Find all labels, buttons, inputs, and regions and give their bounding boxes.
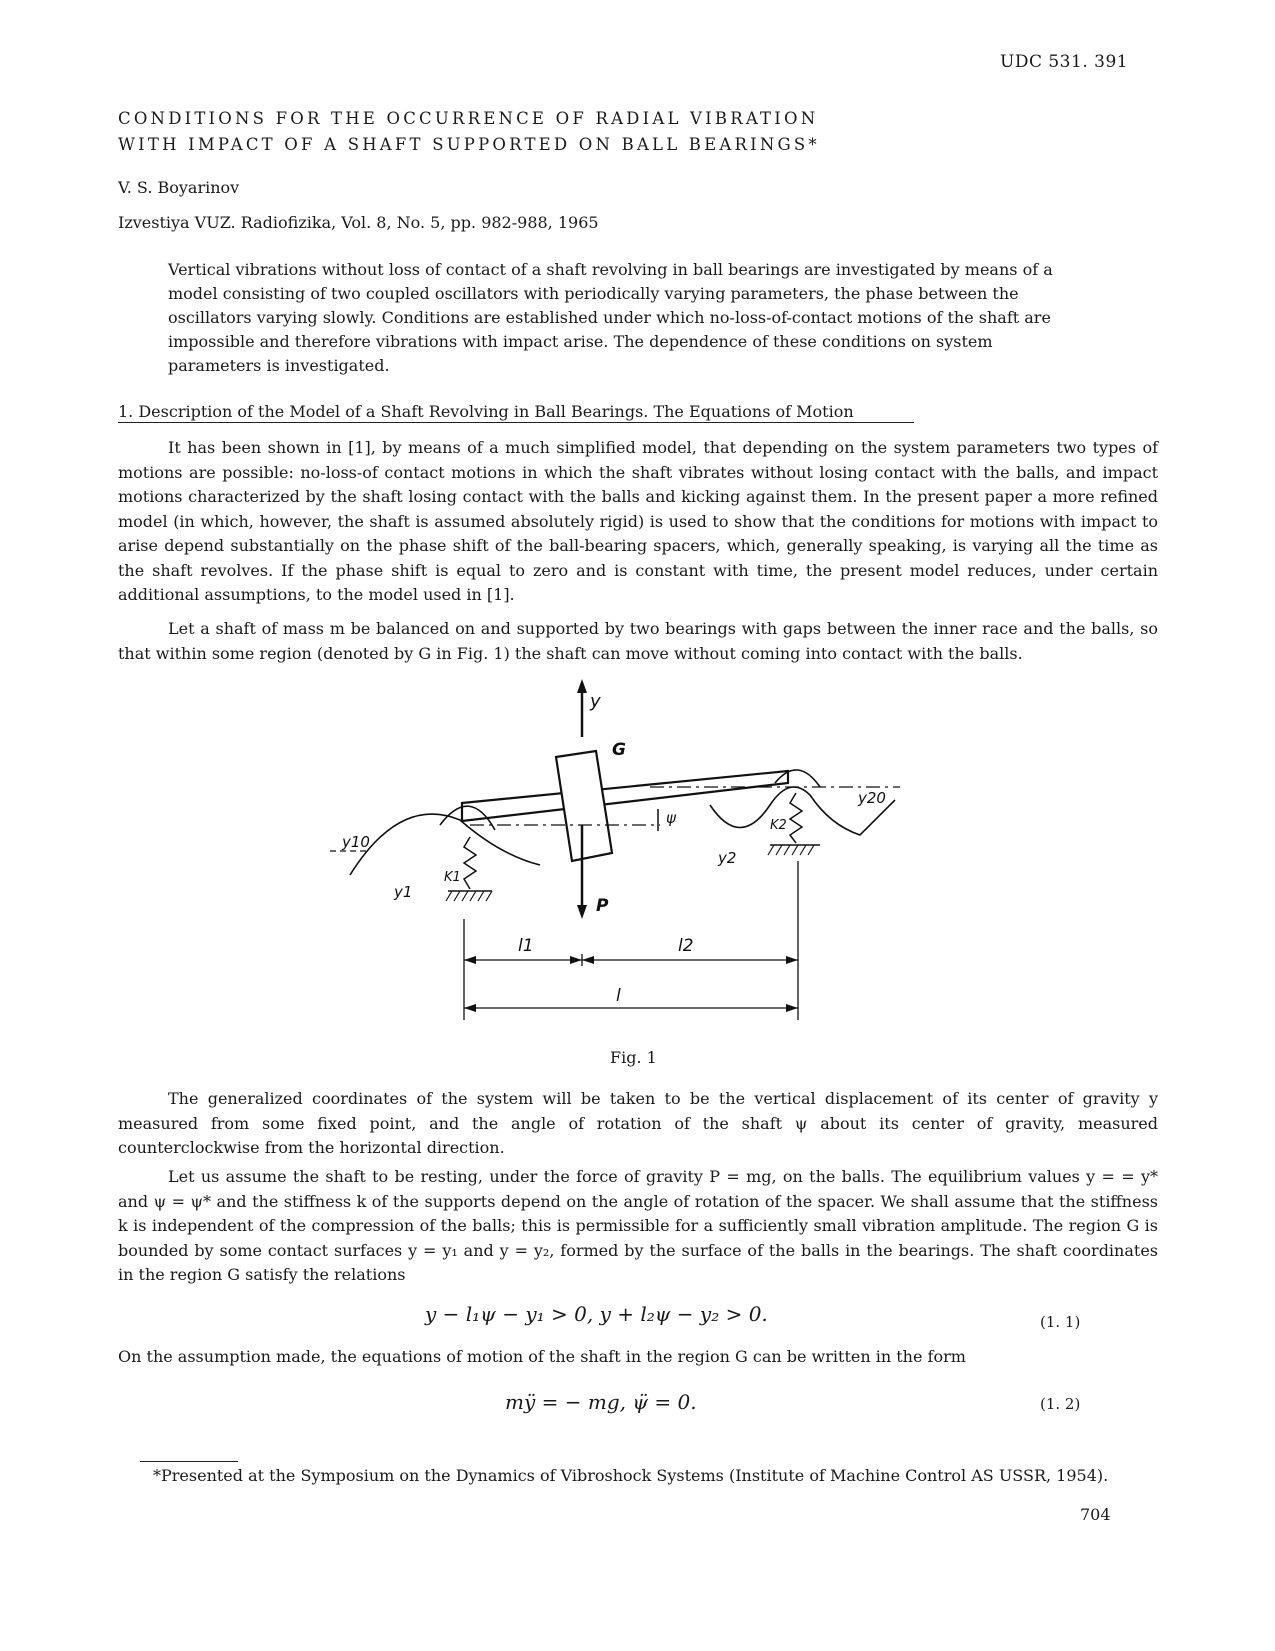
mass-block [556, 751, 612, 861]
label-k2: K2 [770, 818, 787, 833]
title-line-1: CONDITIONS FOR THE OCCURRENCE OF RADIAL VIBRATION [118, 109, 819, 128]
arrow-l2-right [786, 956, 798, 964]
journal-citation: Izvestiya VUZ. Radiofizika, Vol. 8, No. 5, pp. 982-988, 1965 [118, 213, 599, 232]
shaft [462, 771, 788, 821]
abstract: Vertical vibrations without loss of contact of a shaft revolving in ball bearings are investigated by means of a model consisting of two coupled oscillators with periodically varying parameters, the phase between the oscillators varying slowly. Conditions are established under which no-loss-of-contact motions of the shaft are impossible and therefore vibrations with impact arise. The dependence of these conditions on system parameters is investigated. [168, 260, 1053, 375]
left-ground-hatch [446, 891, 492, 901]
left-spring [464, 837, 476, 889]
label-y10: y10 [342, 833, 370, 851]
figure-1-diagram [320, 675, 920, 1035]
section-heading: 1. Description of the Model of a Shaft Revolving in Ball Bearings. The Equations of Motion [118, 402, 914, 423]
arrow-l1-left [464, 956, 476, 964]
arrow-l-left [464, 1004, 476, 1012]
equation-1-2: mÿ = − mg, ψ̈ = 0. [505, 1390, 697, 1414]
label-y1: y1 [394, 883, 413, 901]
p-arrowhead [577, 905, 587, 919]
arrow-l-right [786, 1004, 798, 1012]
footnote-rule [140, 1461, 238, 1462]
paper-title [118, 106, 820, 158]
page-number: 704 [1080, 1505, 1111, 1524]
label-l1: l1 [518, 936, 534, 956]
y-arrowhead [577, 679, 587, 693]
label-l2: l2 [678, 936, 694, 956]
equation-number-1-1: (1. 1) [1040, 1313, 1081, 1331]
paragraph-4: Let us assume the shaft to be resting, under the force of gravity P = mg, on the balls. The equilibrium values y = = y* and ψ = ψ* and the stiffness k of the supports depend on the angle of rotation of the spacer. We shall assume that the stiffness k is independent of the compression of the balls; this is permissible for a sufficiently small vibration amplitude. The region G is bounded by some contact surfaces y = y₁ and y = y₂, formed by the surface of the balls in the bearings. The shaft coordinates in the region G satisfy the relations [118, 1167, 1158, 1284]
paragraph-2: Let a shaft of mass m be balanced on and supported by two bearings with gaps between the inner race and the balls, so that within some region (denoted by G in Fig. 1) the shaft can move without coming into contact with the balls. [118, 619, 1158, 663]
udc-code: UDC 531. 391 [1000, 52, 1129, 72]
right-ground-hatch [768, 845, 814, 855]
label-y2: y2 [718, 849, 737, 867]
left-ball-surface [350, 814, 540, 875]
label-psi: ψ [666, 809, 676, 827]
equation-number-1-2: (1. 2) [1040, 1395, 1081, 1413]
paragraph-1: It has been shown in [1], by means of a much simplified model, that depending on the system parameters two types of motions are possible: no-loss-of contact motions in which the shaft vibrates without losing contact with the balls, and impact motions characterized by the shaft losing contact with the balls and kicking against them. In the present paper a more refined model (in which, however, the shaft is assumed absolutely rigid) is used to show that the conditions for motions with impact to arise depend substantially on the phase shift of the ball-bearing spacers, which, generally speaking, is varying all the time as the shaft revolves. If the phase shift is equal to zero and is constant with time, the present model reduces, under certain additional assumptions, to the model used in [1]. [118, 438, 1158, 604]
paragraph-3: The generalized coordinates of the system will be taken to be the vertical displacement of its center of gravity y measured from some fixed point, and the angle of rotation of the shaft ψ about its center of gravity, measured counterclockwise from the horizontal direction. [118, 1089, 1158, 1157]
label-P: P [596, 896, 609, 916]
title-line-2: WITH IMPACT OF A SHAFT SUPPORTED ON BALL BEARINGS* [118, 135, 820, 154]
arrow-l2-left [582, 956, 594, 964]
label-l: l [616, 986, 621, 1006]
label-y: y [590, 691, 601, 712]
label-k1: K1 [444, 870, 461, 885]
figure-caption: Fig. 1 [610, 1048, 657, 1067]
label-G: G [612, 740, 626, 760]
paragraph-5: On the assumption made, the equations of motion of the shaft in the region G can be written in the form [118, 1347, 966, 1366]
label-y20: y20 [858, 789, 886, 807]
arrow-l1-right [570, 956, 582, 964]
equation-1-1: y − l₁ψ − y₁ > 0, y + l₂ψ − y₂ > 0. [425, 1302, 768, 1326]
author: V. S. Boyarinov [118, 178, 240, 197]
footnote: *Presented at the Symposium on the Dynamics of Vibroshock Systems (Institute of Machine Control AS USSR, 1954). [153, 1466, 1109, 1485]
right-spring [790, 793, 802, 843]
